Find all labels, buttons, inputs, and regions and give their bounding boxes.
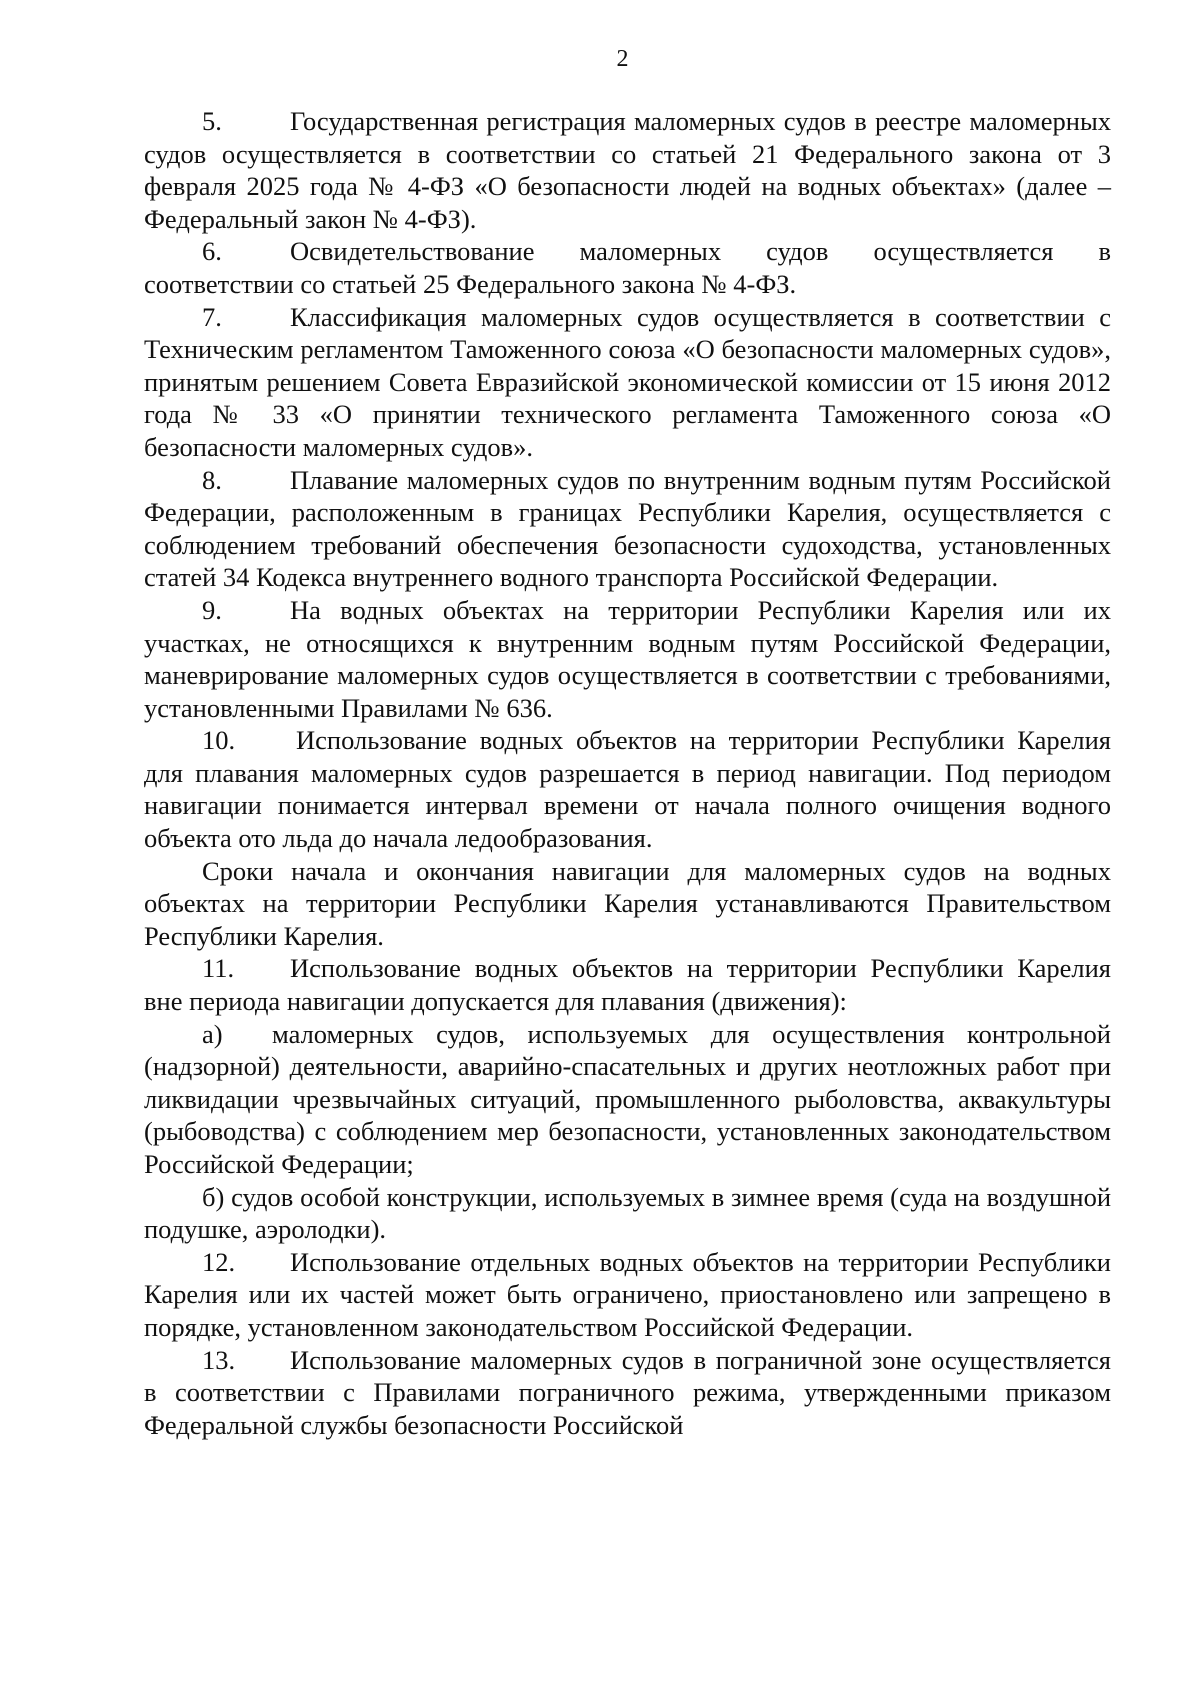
page-number: 2	[616, 46, 629, 72]
paragraph-7	[144, 301, 1111, 464]
paragraph-number: 9.	[202, 594, 222, 625]
paragraph-text: На водных объектах на территории Республики Карелия или их участках, не относящихся к внутренним водным путям Российской Федерации, маневрирование маломерных судов осуществляется в соответствии с требованиями, установленными Правилами № 636.	[144, 594, 1111, 723]
paragraph-text: Сроки начала и окончания навигации для маломерных судов на водных объектах на территории Республики Карелия устанавливаются Правительством Республики Карелия.	[144, 855, 1111, 951]
paragraph-number: 11.	[202, 953, 235, 984]
paragraph-10-continued	[144, 855, 1111, 953]
document-body	[144, 105, 1111, 1441]
paragraph-number: 7.	[202, 301, 222, 332]
paragraph-text: Классификация маломерных судов осуществляется в соответствии с Техническим регламентом Таможенного союза «О безопасности маломерных судов», принятым решением Совета Евразийской экономической комиссии от 15 июня 2012 года № 33 «О принятии технического регламента Таможенного союза «О безопасности маломерных судов».	[144, 301, 1111, 462]
paragraph-number: 12.	[202, 1246, 236, 1277]
paragraph-number: 10.	[202, 725, 236, 756]
subparagraph-a	[144, 1018, 1111, 1181]
paragraph-11	[144, 952, 1111, 1017]
paragraph-text: Государственная регистрация маломерных судов в реестре маломерных судов осуществляется в соответствии со статьей 21 Федерального закона от 3 февраля 2025 года № 4-ФЗ «О безопасности людей на водных объектах» (далее – Федеральный закон № 4-ФЗ).	[144, 106, 1111, 234]
paragraph-12	[144, 1246, 1111, 1344]
paragraph-13	[144, 1344, 1111, 1442]
paragraph-text: Использование маломерных судов в пограничной зоне осуществляется в соответствии с Правилами пограничного режима, утвержденными приказом Федеральной службы безопасности Российской	[144, 1344, 1111, 1440]
paragraph-number: 8.	[202, 464, 222, 495]
paragraph-8	[144, 464, 1111, 594]
paragraph-text: Освидетельствование маломерных судов осуществляется в соответствии со статьей 25 Федерального закона № 4-ФЗ.	[144, 236, 1111, 299]
paragraph-text: Использование отдельных водных объектов на территории Республики Карелия или их частей может быть ограничено, приостановлено или запрещено в порядке, установленном законодательством Российской Федерации.	[144, 1246, 1111, 1342]
paragraph-text: маломерных судов, используемых для осуществления контрольной (надзорной) деятельности, аварийно-спасательных и других неотложных работ при ликвидации чрезвычайных ситуаций, промышленного рыболовства, аквакультуры (рыбоводства) с соблюдением мер безопасности, установленных законодательством Российской Федерации;	[144, 1018, 1111, 1179]
subparagraph-b	[144, 1181, 1111, 1246]
paragraph-text: б) судов особой конструкции, используемых в зимнее время (суда на воздушной подушке, аэролодки).	[144, 1181, 1111, 1245]
paragraph-5	[144, 105, 1111, 235]
paragraph-text: Использование водных объектов на территории Республики Карелия вне периода навигации допускается для плавания (движения):	[144, 953, 1111, 1017]
paragraph-text: Плавание маломерных судов по внутренним водным путям Российской Федерации, расположенным в границах Республики Карелия, осуществляется с соблюдением требований обеспечения безопасности судоходства, установленных статей 34 Кодекса внутреннего водного транспорта Российской Федерации.	[144, 464, 1111, 593]
paragraph-9	[144, 594, 1111, 724]
paragraph-10	[144, 724, 1111, 854]
paragraph-6	[144, 235, 1111, 300]
paragraph-number: 13.	[202, 1344, 236, 1375]
subparagraph-letter: а)	[202, 1018, 223, 1049]
paragraph-number: 6.	[202, 236, 222, 267]
paragraph-number: 5.	[202, 106, 222, 136]
paragraph-text: Использование водных объектов на территории Республики Карелия для плавания маломерных судов разрешается в период навигации. Под периодом навигации понимается интервал времени от начала полного очищения водного объекта ото льда до начала ледообразования.	[144, 725, 1111, 854]
